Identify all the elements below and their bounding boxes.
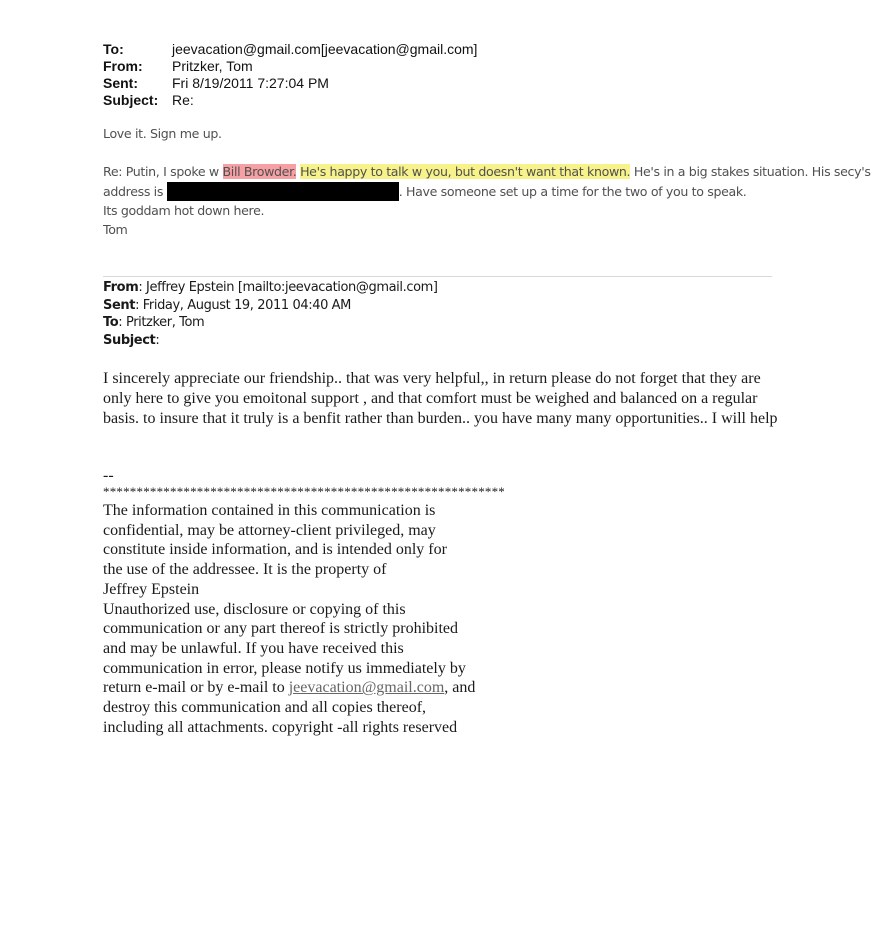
quoted-header-subject [103, 332, 438, 350]
header-label: To: [103, 41, 124, 57]
signature-stars: ************************************************************ [103, 484, 505, 499]
header-from [103, 58, 477, 75]
text: He's in a big stakes situation. His secy's address is [103, 164, 871, 199]
highlight-red: Bill Browder. [222, 164, 297, 180]
quoted-header-from [103, 279, 438, 297]
quoted-header-to [103, 314, 438, 332]
disclaimer-line: Unauthorized use, disclosure or copying of this [103, 600, 406, 618]
quoted-email-headers [103, 279, 438, 349]
quoted-body-text: I sincerely appreciate our friendship.. that was very helpful,, in return please do not forget that they are only here to give you emoitonal support , and that comfort must be weighed and balanced on a regular basis. to insure that it truly is a benfit rather than burden.. you have many many opportunities.. I will help [103, 370, 778, 427]
header-value: : [155, 332, 160, 348]
header-value: Pritzker, Tom [172, 58, 253, 74]
header-sent [103, 75, 477, 92]
disclaimer-line: The information contained in this communication is [103, 502, 436, 519]
text: . Have someone set up a time for the two of you to speak. [398, 183, 747, 199]
redaction-box [167, 182, 399, 201]
disclaimer-line: destroy this communication and all copies thereof, [103, 699, 427, 717]
text: , and [444, 679, 476, 697]
header-label: Subject [103, 332, 156, 348]
top-email-headers [103, 41, 477, 109]
email-link[interactable]: jeevacation@gmail.com [288, 679, 445, 697]
disclaimer-line: confidential, may be attorney-client privileged, may [103, 521, 436, 539]
reply-signature: Tom [103, 222, 128, 238]
header-value: : Jeffrey Epstein [mailto:jeevacation@gmail.com] [138, 280, 438, 295]
signature-dash: -- [103, 467, 114, 484]
disclaimer-line: communication in error, please notify us immediately by [103, 659, 466, 677]
reply-paragraph-putin [103, 162, 874, 201]
reply-body [103, 124, 874, 239]
header-label: Sent [103, 297, 136, 313]
quoted-email-body [103, 369, 783, 429]
header-label: Sent: [103, 75, 138, 91]
disclaimer-line-return [103, 678, 663, 698]
highlight-yellow: He's happy to talk w you, but doesn't want that known. [300, 164, 631, 180]
disclaimer-line: including all attachments. copyright -all rights reserved [103, 718, 458, 736]
header-label: From: [103, 58, 143, 74]
header-label: Subject: [103, 92, 159, 108]
disclaimer-line: Jeffrey Epstein [103, 580, 200, 598]
disclaimer-line: constitute inside information, and is intended only for [103, 541, 447, 559]
disclaimer-line: communication or any part thereof is strictly prohibited [103, 620, 459, 638]
divider [103, 276, 772, 277]
reply-line-1: Love it. Sign me up. [103, 126, 222, 141]
quoted-header-sent [103, 297, 438, 315]
header-to [103, 41, 477, 58]
header-value: jeevacation@gmail.com[jeevacation@gmail.com] [172, 41, 478, 57]
disclaimer-line: and may be unlawful. If you have received this [103, 639, 404, 657]
reply-line-3: Its goddam hot down here. [103, 202, 265, 218]
header-value: : Friday, August 19, 2011 04:40 AM [135, 297, 351, 313]
header-label: To [103, 315, 119, 330]
header-value: Re: [172, 92, 194, 108]
header-value: : Pritzker, Tom [118, 315, 205, 330]
header-label: From [103, 280, 139, 295]
email-signature [103, 469, 663, 737]
header-value: Fri 8/19/2011 7:27:04 PM [172, 75, 329, 91]
text: Re: Putin, I spoke w [103, 164, 223, 180]
header-subject [103, 92, 477, 109]
disclaimer-line: the use of the addressee. It is the property of [103, 561, 387, 579]
text: return e-mail or by e-mail to [103, 679, 289, 697]
